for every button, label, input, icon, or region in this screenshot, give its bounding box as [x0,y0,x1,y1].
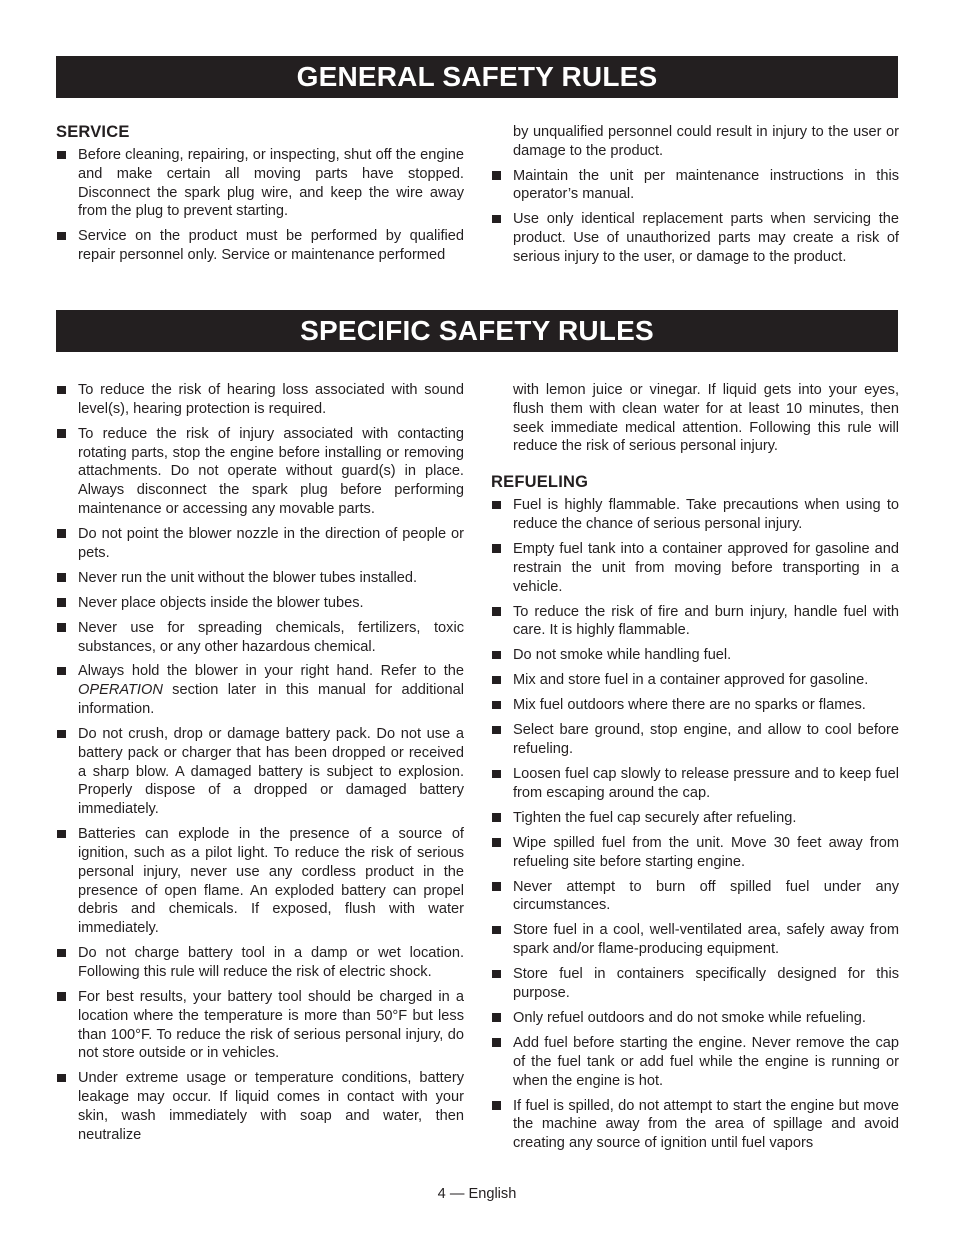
square-bullet-icon [492,607,501,616]
specific-safety-rules-title: SPECIFIC SAFETY RULES [56,310,898,352]
square-bullet-icon [57,730,66,739]
square-bullet-icon [492,171,501,180]
square-bullet-icon [57,598,66,607]
list-item: Do not charge battery tool in a damp or wet location. Following this rule will reduce the risk of electric shock. [56,944,464,982]
refueling-list [491,496,899,1153]
refueling-heading: REFUELING [491,473,589,492]
list-item: Store fuel in a cool, well-ventilated area, safely away from spark and/or flame-producing equipment. [491,921,899,959]
specific-right-column [491,381,899,1159]
list-item: Use only identical replacement parts when servicing the product. Use of unauthorized parts may create a risk of serious injury to the user, or damage to the product. [491,210,899,266]
list-item: Wipe spilled fuel from the unit. Move 30 feet away from refueling site before starting engine. [491,834,899,872]
list-item: To reduce the risk of fire and burn injury, handle fuel with care. It is highly flammable. [491,603,899,641]
square-bullet-icon [492,651,501,660]
list-item: Mix fuel outdoors where there are no sparks or flames. [491,696,899,715]
list-item: Select bare ground, stop engine, and allow to cool before refueling. [491,721,899,759]
square-bullet-icon [57,573,66,582]
service-continued-text: by unqualified personnel could result in injury to the user or damage to the product. [513,124,899,159]
list-item: Batteries can explode in the presence of a source of ignition, such as a pilot light. To reduce the risk of serious personal injury, never use any cordless product in the presence of open flame. An exploded battery can propel debris and chemicals. If exposed, flush with water immediately. [56,825,464,938]
list-item: To reduce the risk of injury associated with contacting rotating parts, stop the engine before installing or removing attachments. Do not operate without guard(s) in place. Always disconnect the spark plug before performing maintenance or accessing any movable parts. [56,425,464,519]
list-item: Never run the unit without the blower tubes installed. [56,569,464,588]
battery-leak-continued-text: with lemon juice or vinegar. If liquid gets into your eyes, flush them with clean water for at least 10 minutes, then seek immediate medical attention. Following this rule will reduce the risk of serious personal injury. [513,382,899,455]
page-number: 4 — English [437,1186,517,1202]
square-bullet-icon [492,1013,501,1022]
list-item: Under extreme usage or temperature conditions, battery leakage may occur. If liquid comes in contact with your skin, wash immediately with soap and water, then neutralize [56,1069,464,1144]
square-bullet-icon [57,623,66,632]
list-item: Empty fuel tank into a container approved for gasoline and restrain the unit from moving before transporting in a vehicle. [491,540,899,596]
square-bullet-icon [57,667,66,676]
square-bullet-icon [492,770,501,779]
square-bullet-icon [492,501,501,510]
list-item: Do not point the blower nozzle in the direction of people or pets. [56,525,464,563]
square-bullet-icon [492,676,501,685]
list-item: Add fuel before starting the engine. Never remove the cap of the fuel tank or add fuel while the engine is running or when the engine is hot. [491,1034,899,1090]
square-bullet-icon [492,701,501,710]
general-safety-rules-title: GENERAL SAFETY RULES [56,56,898,98]
list-item: Never attempt to burn off spilled fuel under any circumstances. [491,878,899,916]
service-heading: SERVICE [56,123,130,141]
square-bullet-icon [57,386,66,395]
square-bullet-icon [57,529,66,538]
list-item: Maintain the unit per maintenance instructions in this operator’s manual. [491,167,899,205]
list-item: Always hold the blower in your right hand. Refer to the OPERATION section later in this manual for additional information. [56,662,464,718]
list-item: Loosen fuel cap slowly to release pressure and to keep fuel from escaping around the cap. [491,765,899,803]
list-item: To reduce the risk of hearing loss associated with sound level(s), hearing protection is required. [56,381,464,419]
square-bullet-icon [57,151,66,160]
square-bullet-icon [492,838,501,847]
square-bullet-icon [492,1101,501,1110]
square-bullet-icon [492,544,501,553]
square-bullet-icon [492,926,501,935]
list-item: If fuel is spilled, do not attempt to start the engine but move the machine away from the area of spillage and avoid creating any source of ignition until fuel vapors [491,1097,899,1153]
square-bullet-icon [492,726,501,735]
service-list [56,146,464,265]
list-item: Fuel is highly flammable. Take precautions when using to reduce the chance of serious personal injury. [491,496,899,534]
square-bullet-icon [57,1074,66,1083]
list-item: Never place objects inside the blower tubes. [56,594,464,613]
specific-list [56,381,464,1145]
square-bullet-icon [57,429,66,438]
list-item: Mix and store fuel in a container approved for gasoline. [491,671,899,690]
specific-left-column [56,381,464,1151]
list-item: Before cleaning, repairing, or inspecting, shut off the engine and make certain all moving parts have stopped. Disconnect the spark plug wire, and keep the wire away from the plug to prevent starting. [56,146,464,221]
service-list-continued [491,167,899,267]
square-bullet-icon [492,970,501,979]
square-bullet-icon [492,813,501,822]
list-item: Store fuel in containers specifically designed for this purpose. [491,965,899,1003]
list-item: Never use for spreading chemicals, fertilizers, toxic substances, or any other hazardous chemical. [56,619,464,657]
square-bullet-icon [492,882,501,891]
operation-reference: OPERATION [78,682,163,699]
list-item: Only refuel outdoors and do not smoke while refueling. [491,1009,899,1028]
list-item: Service on the product must be performed by qualified repair personnel only. Service or maintenance performed [56,227,464,265]
list-item: For best results, your battery tool should be charged in a location where the temperature is more than 50°F but less than 100°F. To reduce the risk of serious personal injury, do not store outside or in vehicles. [56,988,464,1063]
list-item: Tighten the fuel cap securely after refueling. [491,809,899,828]
square-bullet-icon [57,992,66,1001]
list-item: Do not crush, drop or damage battery pack. Do not use a battery pack or charger that has been dropped or received a sharp blow. A damaged battery is subject to explosion. Properly dispose of a dropped or damaged battery immediately. [56,725,464,819]
square-bullet-icon [57,232,66,241]
service-right-column [491,123,899,273]
list-item: Do not smoke while handling fuel. [491,646,899,665]
square-bullet-icon [492,215,501,224]
square-bullet-icon [57,949,66,958]
square-bullet-icon [492,1038,501,1047]
service-left-column [56,122,464,271]
square-bullet-icon [57,830,66,839]
